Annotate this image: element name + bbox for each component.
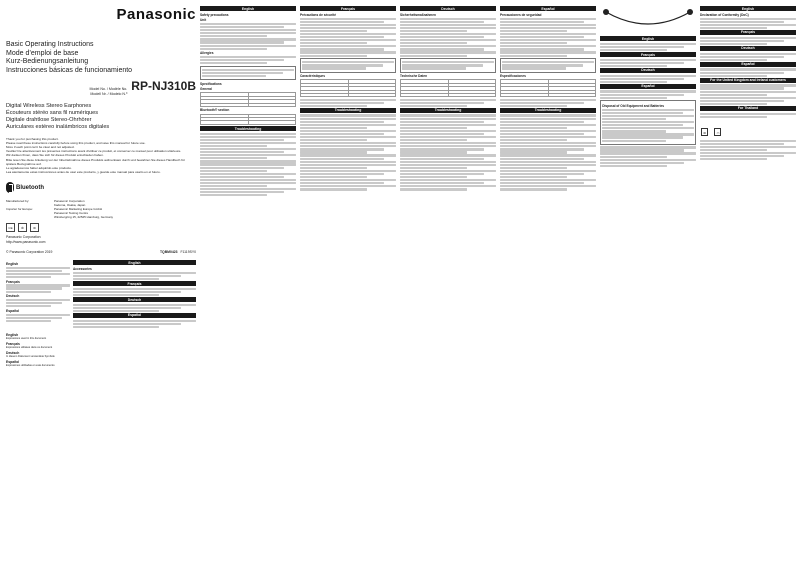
caution-box: [400, 58, 496, 73]
uk-header: For the United Kingdom and Ireland customers: [700, 78, 796, 83]
thai-header: For Thailand: [700, 106, 796, 111]
column-spanish: [500, 6, 596, 561]
mfr-value: Winsbergring 15, 22525 Hamburg, Germany: [54, 215, 114, 220]
model-row: [6, 79, 196, 96]
accessories-title: Accessories: [73, 266, 92, 271]
mfr-label: Manufactured by:: [6, 199, 30, 204]
bluetooth-icon: [6, 182, 14, 193]
subtitle-es: Auriculares estéreo inalámbricos digitales: [6, 123, 110, 130]
accessories-header-es: Español: [73, 313, 196, 318]
safety-title-es: Precauciones de seguridad: [500, 12, 542, 17]
doc-code: TQBM0423: [159, 250, 178, 255]
intro-line: Please read these instructions carefully before using this product, and save this manual for future use.: [6, 140, 146, 145]
bt-section-title-en: Bluetooth® section: [200, 108, 230, 113]
model-label-1: Model No. / Modèle No.: [89, 87, 128, 92]
mfr-label: [6, 215, 54, 219]
subtitle-en: Digital Wireless Stereo Earphones: [6, 102, 92, 109]
cover-intro: [6, 137, 196, 175]
disposal-box: [600, 100, 696, 145]
cover-column: [6, 6, 196, 561]
model-labels: [90, 87, 128, 96]
accessories-header-en: English: [73, 260, 196, 265]
allergies-title-en: Allergies: [200, 51, 214, 56]
specs-table: [200, 92, 296, 107]
recycle-icon: ♻: [18, 223, 27, 232]
print-code: F1119SY0: [180, 250, 196, 255]
lower-left-block: [6, 260, 196, 329]
bluetooth-logo: [6, 182, 196, 193]
expr-note-de: In diesem Dokument verwendete Symbole: [6, 354, 55, 358]
expr-note-fr: Expressions utilisées dans ce document: [6, 345, 53, 349]
intro-line: Wir danken Ihnen, dass Sie sich für dieses Produkt entschieden haben.: [6, 153, 104, 158]
manufacturer-info: [6, 199, 196, 219]
cover-subtitles: [6, 103, 196, 131]
mfr-value: Kadoma, Osaka, Japan: [54, 203, 86, 208]
column-german: [400, 6, 496, 561]
expr-note-es: Expresiones utilizadas en este documento: [6, 363, 55, 367]
compliance-symbols: [6, 223, 196, 232]
lang-title-es: Español: [6, 308, 20, 313]
expr-lang-es: Español: [6, 359, 20, 364]
weee-symbols: [700, 121, 796, 139]
intro-line: Le agradecemos haber adquirido este producto.: [6, 165, 72, 170]
decl-header-es: Español: [700, 62, 796, 67]
corporation: [6, 235, 196, 244]
accessories-header-de: Deutsch: [73, 297, 196, 302]
subtitle-fr: Écouteurs stéréo sans fil numériques: [6, 109, 99, 116]
title-de: Kurz-Bedienungsanleitung: [6, 58, 89, 66]
accessories-panel: [73, 260, 196, 329]
doc-codes: [160, 250, 196, 254]
intro-line: Lea atentamente estas instrucciones antes de usar este producto, y guarde este manual para usarlo en el futuro.: [6, 170, 161, 175]
troubleshooting-title-de: Troubleshooting: [400, 108, 496, 113]
safety-title-de: Sicherheitsmaßnahmen: [400, 12, 436, 17]
expr-note-en: Expressions used in this document: [6, 336, 47, 340]
model-number: RP-NJ310B: [131, 79, 196, 94]
disposal-header-fr: Français: [600, 52, 696, 57]
caution-box: [300, 58, 396, 73]
lang-title-de: Deutsch: [6, 294, 20, 299]
disposal-header-de: Deutsch: [600, 68, 696, 73]
title-en: Basic Operating Instructions: [6, 41, 94, 48]
column-declarations: [700, 6, 796, 561]
weee-bin-icon: ⊠: [30, 223, 39, 232]
weee-bin-icon: ⊠: [701, 128, 708, 136]
troubleshooting-title-es: Troubleshooting: [500, 108, 596, 113]
unit-title-en: Unit: [200, 18, 207, 23]
troubleshooting-title: Troubleshooting: [200, 126, 296, 131]
expr-lang-fr: Français: [6, 341, 20, 346]
specs-title-es: Especificaciones: [500, 74, 526, 79]
intro-line: Thank you for purchasing this product.: [6, 136, 59, 141]
caution-box: [200, 66, 296, 81]
mfr-value: Panasonic Marketing Europe GmbH: [54, 207, 103, 212]
copyright: © Panasonic Corporation 2019: [6, 250, 53, 255]
model-label-2: Modell Nr. / Modelo N.º: [90, 91, 128, 96]
battery-icon: ▭: [714, 128, 721, 136]
expr-lang-en: English: [6, 332, 19, 337]
expr-lang-de: Deutsch: [6, 350, 20, 355]
mfr-value: Panasonic Corporation: [54, 199, 85, 204]
column-english: [200, 6, 296, 561]
safety-title-fr: Précautions de sécurité: [300, 12, 336, 17]
specs-table: [500, 79, 596, 97]
bt-table: [200, 114, 296, 125]
specs-table: [400, 79, 496, 97]
disposal-header-es: Español: [600, 84, 696, 89]
intro-line: Bitte lesen Sie diese Anleitung vor der Inbetriebnahme dieses Produkts aufmerksam durch und bewahren Sie dieses Handbuch für spätere Bezugnahme auf.: [6, 157, 185, 166]
lang-panel: [6, 260, 70, 329]
column-french: [300, 6, 396, 561]
corp-website[interactable]: http://www.panasonic.com: [6, 239, 46, 244]
troubleshooting-title-fr: Troubleshooting: [300, 108, 396, 113]
col-header-de: Deutsch: [400, 6, 496, 11]
lang-title-fr: Français: [6, 279, 20, 284]
brand-logo: Panasonic: [116, 6, 196, 23]
decl-header-fr: Français: [700, 30, 796, 35]
safety-title-en: Safety precautions: [200, 12, 229, 17]
specs-title-fr: Caractéristiques: [300, 74, 325, 79]
ce-mark-icon: CE: [6, 223, 15, 232]
decl-header-de: Deutsch: [700, 46, 796, 51]
col-header-fr: Français: [300, 6, 396, 11]
disposal-title: Disposal of Old Equipment and Batteries: [602, 103, 664, 108]
intro-line: Veuillez lire attentivement les présentes instructions avant d’utiliser ce produit, et conserver ce manuel pour utilisation ultérieure.: [6, 149, 182, 154]
disposal-header-en: English: [600, 36, 696, 41]
column-disposal: [600, 6, 696, 561]
footer-ids: [6, 250, 196, 254]
mfr-value: Panasonic Testing Centre: [54, 211, 89, 216]
earphone-illustration: [600, 6, 696, 36]
caution-box: [500, 58, 596, 73]
title-fr: Mode d’emploi de base: [6, 49, 79, 57]
expressions-panel: [6, 333, 196, 367]
cover-titles: [6, 41, 132, 75]
title-es: Instrucciones básicas de funcionamiento: [6, 66, 133, 74]
mfr-label: Importer for Europe:: [6, 207, 33, 212]
specs-table: [300, 79, 396, 97]
col-header-en: English: [200, 6, 296, 11]
corp-name: Panasonic Corporation: [6, 235, 41, 240]
accessories-header-fr: Français: [73, 281, 196, 286]
decl-header-en: English: [700, 6, 796, 11]
intro-line: More if each point can’t be clear and not adjusted.: [6, 144, 75, 149]
general-title-en: General: [200, 87, 212, 92]
earphone-icon: [600, 6, 696, 36]
col-header-es: Español: [500, 6, 596, 11]
declaration-title: Declaration of Conformity (DoC): [700, 12, 749, 17]
lang-title-en: English: [6, 261, 19, 266]
bluetooth-wordmark: Bluetooth: [16, 184, 44, 191]
specs-title-de: Technische Daten: [400, 74, 428, 79]
subtitle-de: Digitale drahtlose Stereo-Ohrhörer: [6, 116, 92, 123]
specs-title-en: Specifications: [200, 81, 222, 86]
